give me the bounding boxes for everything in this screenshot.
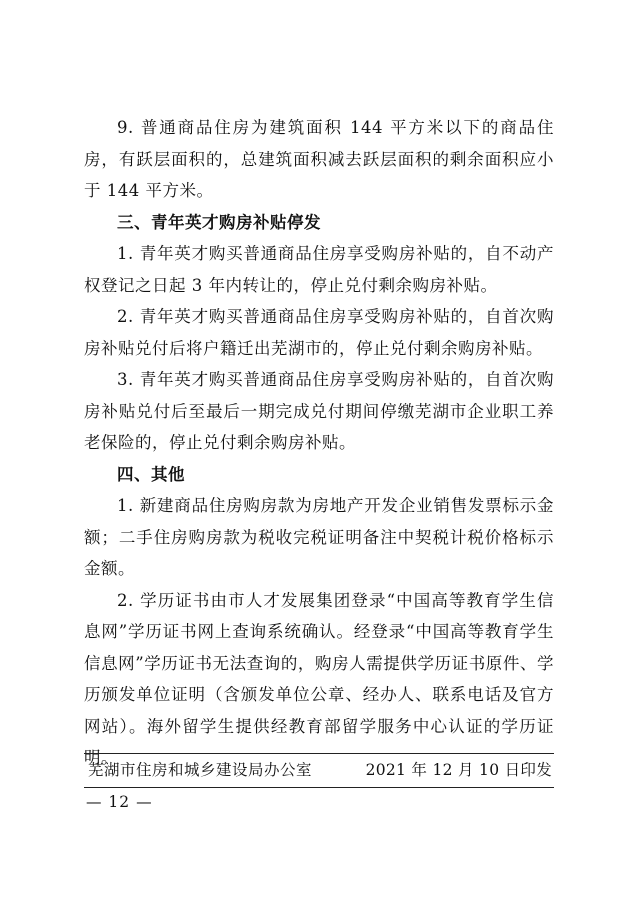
document-body — [84, 112, 554, 774]
section-heading-youth-talent-subsidy: 三、青年英才购房补贴停发 — [117, 212, 321, 232]
section-heading-other: 四、其他 — [117, 464, 185, 484]
footer-issuer: 芜湖市住房和城乡建设局办公室 — [88, 761, 313, 779]
paragraph-item-9: 9. 普通商品住房为建筑面积 144 平方米以下的商品住房，有跃层面积的，总建筑面积减去跃层面积的剩余面积应小于 144 平方米。 — [84, 118, 554, 200]
footer-top-rule — [84, 753, 554, 754]
paragraph-section3-item-2: 2. 青年英才购买普通商品住房享受购房补贴的，自首次购房补贴兑付后将户籍迁出芜湖市的，停止兑付剩余购房补贴。 — [84, 307, 554, 358]
footer-bottom-rule — [84, 787, 554, 788]
footer-print-date: 2021 年 12 月 10 日印发 — [365, 761, 552, 779]
paragraph-section3-item-3: 3. 青年英才购买普通商品住房享受购房补贴的，自首次购房补贴兑付后至最后一期完成兑付期间停缴芜湖市企业职工养老保险的，停止兑付剩余购房补贴。 — [84, 370, 554, 452]
paragraph-section3-item-1: 1. 青年英才购买普通商品住房享受购房补贴的，自不动产权登记之日起 3 年内转让的，停止兑付剩余购房补贴。 — [84, 244, 554, 295]
paragraph-section4-item-2: 2. 学历证书由市人才发展集团登录“中国高等教育学生信息网”学历证书网上查询系统确认。经登录“中国高等教育学生信息网”学历证书无法查询的，购房人需提供学历证书原件、学历颁发单位证明（含颁发单位公章、经办人、联系电话及官方网站）。海外留学生提供经教育部留学服务中心认证的学历证明。 — [84, 590, 554, 767]
paragraph-section4-item-1: 1. 新建商品住房购房款为房地产开发企业销售发票标示金额；二手住房购房款为税收完税证明备注中契税计税价格标示金额。 — [84, 496, 554, 578]
page-number: — 12 — — [86, 793, 153, 811]
